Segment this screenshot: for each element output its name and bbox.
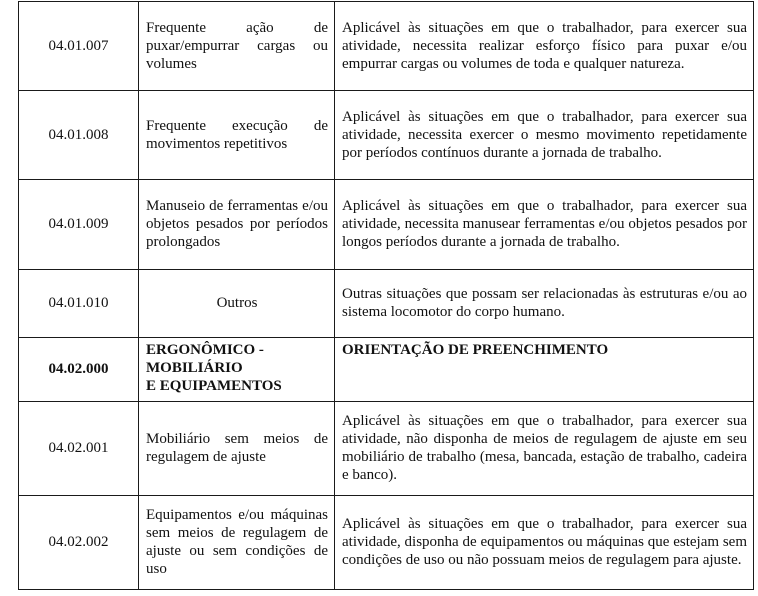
risk-description: Aplicável às situações em que o trabalhador, para exercer sua atividade, disponha de equipamentos ou máquinas que estejam sem condições de uso ou não possuam meios de regulagem para ajuste. <box>335 496 754 590</box>
risk-description: Aplicável às situações em que o trabalhador, para exercer sua atividade, não disponha de meios de regulagem de ajuste em seu mobiliário de trabalho (mesa, bancada, estação de trabalho, cadeira e banco). <box>335 402 754 496</box>
risk-name: Frequente execução de movimentos repetitivos <box>139 91 335 180</box>
risk-code: 04.01.007 <box>19 2 139 91</box>
section-name <box>139 338 335 402</box>
risk-code: 04.02.002 <box>19 496 139 590</box>
risk-description: Aplicável às situações em que o trabalhador, para exercer sua atividade, necessita manusear ferramentas e/ou objetos pesados por longos períodos durante a jornada de trabalho. <box>335 180 754 270</box>
risk-name: Frequente ação de puxar/empurrar cargas ou volumes <box>139 2 335 91</box>
section-code: 04.02.000 <box>19 338 139 402</box>
section-header-row <box>19 338 754 402</box>
risk-code: 04.01.008 <box>19 91 139 180</box>
table-row <box>19 402 754 496</box>
section-name-line: MOBILIÁRIO <box>146 360 243 376</box>
table-row <box>19 270 754 338</box>
risk-name: Outros <box>139 270 335 338</box>
risk-name: Equipamentos e/ou máquinas sem meios de regulagem de ajuste ou sem condições de uso <box>139 496 335 590</box>
table-row <box>19 180 754 270</box>
section-name-line: E EQUIPAMENTOS <box>146 378 282 394</box>
section-heading: ORIENTAÇÃO DE PREENCHIMENTO <box>335 338 754 402</box>
risk-code: 04.02.001 <box>19 402 139 496</box>
ergonomic-risk-table <box>18 1 754 590</box>
table-row <box>19 496 754 590</box>
risk-name: Manuseio de ferramentas e/ou objetos pesados por períodos prolongados <box>139 180 335 270</box>
risk-description: Outras situações que possam ser relacionadas às estruturas e/ou ao sistema locomotor do corpo humano. <box>335 270 754 338</box>
risk-code: 04.01.010 <box>19 270 139 338</box>
table-row <box>19 91 754 180</box>
section-name-line: ERGONÔMICO - <box>146 342 264 358</box>
risk-name: Mobiliário sem meios de regulagem de ajuste <box>139 402 335 496</box>
risk-code: 04.01.009 <box>19 180 139 270</box>
risk-description: Aplicável às situações em que o trabalhador, para exercer sua atividade, necessita realizar esforço físico para puxar e/ou empurrar cargas ou volumes de toda e qualquer natureza. <box>335 2 754 91</box>
risk-description: Aplicável às situações em que o trabalhador, para exercer sua atividade, necessita exercer o mesmo movimento repetidamente por períodos contínuos durante a jornada de trabalho. <box>335 91 754 180</box>
table-row <box>19 2 754 91</box>
